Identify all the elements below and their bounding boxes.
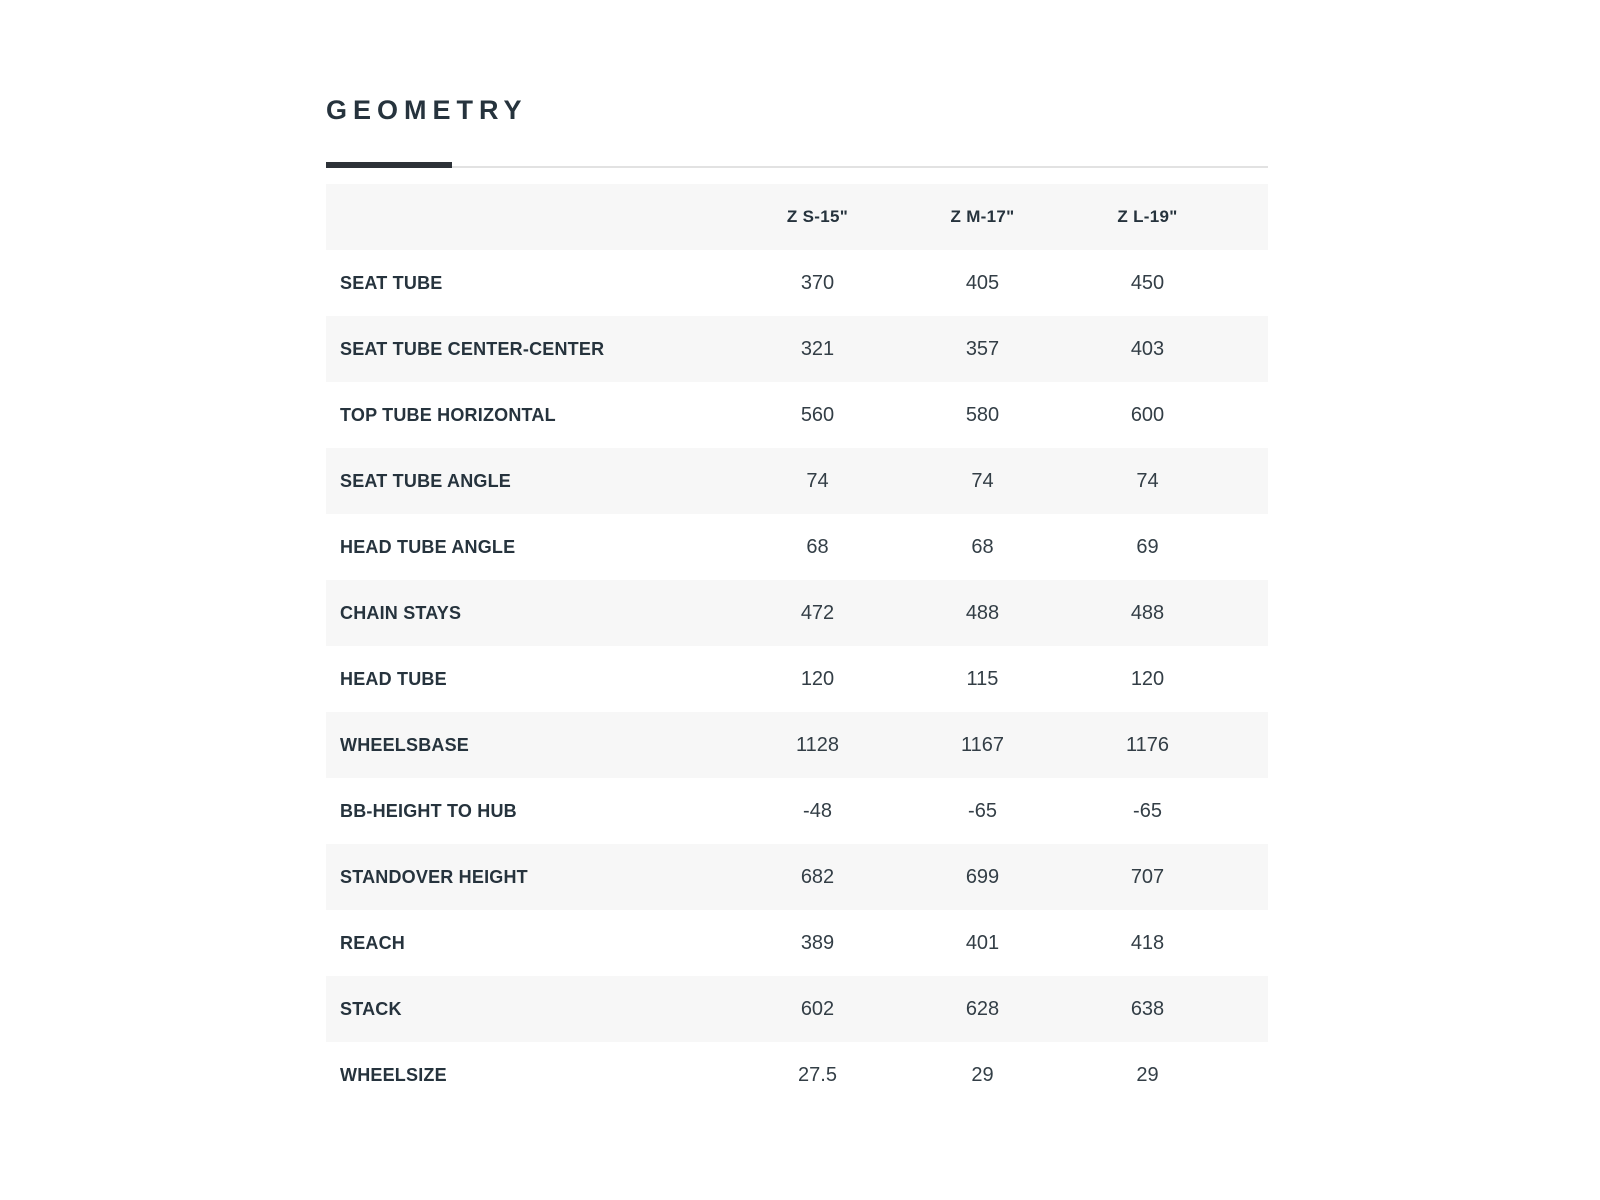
cell-value: 29 (971, 1063, 994, 1086)
cell-value: 120 (800, 667, 835, 690)
table-row (326, 778, 1268, 844)
row-label: STANDOVER HEIGHT (340, 866, 528, 887)
table-row (326, 580, 1268, 646)
cell-value: 74 (806, 469, 829, 492)
cell-value: -65 (1133, 799, 1162, 822)
row-label: CHAIN STAYS (340, 602, 462, 623)
cell-value: 638 (1130, 997, 1165, 1020)
cell-value: 488 (965, 601, 1000, 624)
table-row (326, 910, 1268, 976)
cell-value: 1167 (960, 733, 1004, 756)
row-label: TOP TUBE HORIZONTAL (340, 404, 556, 425)
row-label: BB-HEIGHT TO HUB (340, 800, 517, 821)
cell-value: 580 (965, 403, 1000, 426)
cell-value: 682 (800, 865, 835, 888)
row-label: STACK (340, 998, 402, 1019)
cell-value: 74 (1136, 469, 1159, 492)
row-label: WHEELSIZE (340, 1064, 447, 1085)
row-label: REACH (340, 932, 406, 953)
table-row (326, 448, 1268, 514)
cell-value: 74 (971, 469, 994, 492)
cell-value: 450 (1130, 271, 1165, 294)
row-label: HEAD TUBE (340, 668, 447, 689)
cell-value: 699 (965, 865, 1000, 888)
cell-value: -65 (968, 799, 997, 822)
cell-value: 29 (1136, 1063, 1159, 1086)
cell-value: 389 (800, 931, 835, 954)
geometry-table (326, 184, 1268, 1108)
page-title: GEOMETRY (326, 95, 528, 125)
cell-value: 418 (1130, 931, 1165, 954)
cell-value: 560 (800, 403, 835, 426)
cell-value: 115 (966, 667, 999, 690)
cell-value: 321 (800, 337, 835, 360)
cell-value: 1176 (1125, 733, 1169, 756)
cell-value: 401 (965, 931, 1000, 954)
table-row (326, 514, 1268, 580)
table-row (326, 712, 1268, 778)
table-row (326, 646, 1268, 712)
column-header: Z S-15" (786, 207, 849, 226)
geometry-section (326, 94, 1268, 1108)
column-header: Z L-19" (1117, 207, 1178, 226)
table-row (326, 250, 1268, 316)
table-row (326, 976, 1268, 1042)
table-row (326, 316, 1268, 382)
cell-value: 403 (1130, 337, 1165, 360)
column-header: Z M-17" (950, 207, 1015, 226)
cell-value: 472 (800, 601, 835, 624)
cell-value: 628 (965, 997, 1000, 1020)
row-label: WHEELSBASE (340, 734, 470, 755)
table-row (326, 1042, 1268, 1108)
section-divider (326, 162, 1268, 168)
cell-value: 370 (800, 271, 835, 294)
row-label: SEAT TUBE ANGLE (340, 470, 512, 491)
divider-line (326, 166, 1268, 168)
table-row (326, 382, 1268, 448)
cell-value: 600 (1130, 403, 1165, 426)
cell-value: 1128 (795, 733, 839, 756)
cell-value: 68 (806, 535, 829, 558)
cell-value: 120 (1130, 667, 1165, 690)
cell-value: 69 (1136, 535, 1159, 558)
table-row (326, 844, 1268, 910)
cell-value: 707 (1130, 865, 1165, 888)
cell-value: 357 (965, 337, 1000, 360)
table-header-row (326, 184, 1268, 250)
cell-value: 27.5 (798, 1063, 837, 1086)
row-label: SEAT TUBE (340, 272, 443, 293)
row-label: SEAT TUBE CENTER-CENTER (340, 338, 605, 359)
divider-accent-bar (326, 162, 452, 168)
cell-value: -48 (803, 799, 832, 822)
cell-value: 602 (800, 997, 835, 1020)
row-label: HEAD TUBE ANGLE (340, 536, 516, 557)
cell-value: 488 (1130, 601, 1165, 624)
cell-value: 68 (971, 535, 994, 558)
cell-value: 405 (965, 271, 1000, 294)
